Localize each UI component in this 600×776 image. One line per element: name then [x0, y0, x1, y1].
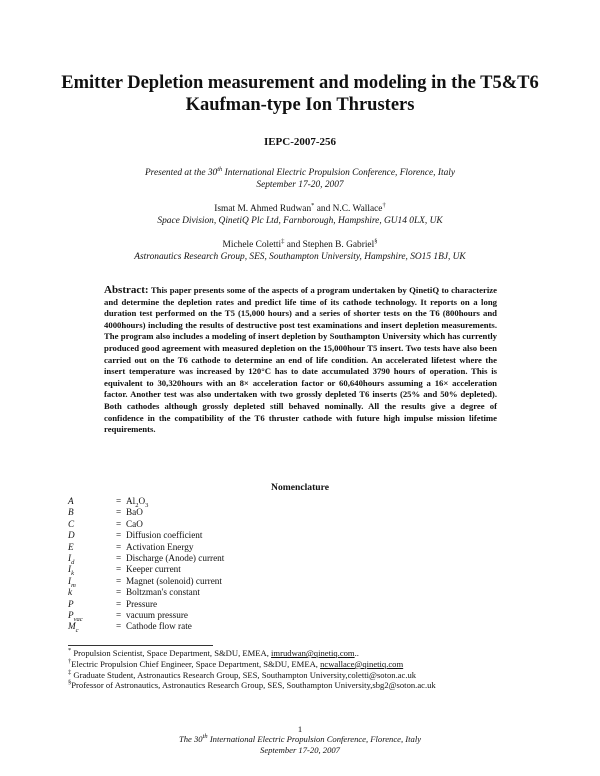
author-block-2: [40, 239, 560, 263]
nomenclature-symbol: A: [68, 496, 74, 506]
nomenclature-definition: Magnet (solenoid) current: [126, 575, 222, 586]
paper-code: IEPC-2007-256: [263, 136, 337, 148]
nomenclature-equals: =: [116, 598, 122, 609]
page-number: 1: [297, 724, 303, 734]
nomenclature-equals: =: [116, 552, 122, 563]
nomenclature-equals: =: [116, 518, 122, 529]
nomenclature-definition: Keeper current: [126, 564, 181, 575]
nomenclature-equals: =: [116, 541, 122, 552]
author-names-1: Ismat M. Ahmed Rudwan* and N.C. Wallace†: [214, 201, 386, 214]
nomenclature-equals: =: [116, 564, 122, 575]
nomenclature-equals: =: [116, 530, 122, 541]
nomenclature-symbol: $P_{vac}$: [68, 609, 83, 623]
title-line-1: Emitter Depletion measurement and modeling in the T5&T6: [61, 73, 539, 93]
footnotes: [68, 648, 436, 691]
nomenclature-row: [68, 496, 468, 507]
nomenclature-symbol: E: [68, 541, 74, 552]
nomenclature-definition: Discharge (Anode) current: [126, 552, 225, 563]
footnote: †Electric Propulsion Chief Engineer, Space Department, S&DU, EMEA, ncwallace@qinetiq.com: [68, 657, 404, 669]
nomenclature-row: [68, 587, 468, 598]
nomenclature-equals: =: [116, 507, 122, 518]
nomenclature-definition: Activation Energy: [126, 541, 194, 552]
nomenclature-equals: =: [116, 575, 122, 586]
nomenclature-definition: $Al_2O_3$: [126, 496, 149, 509]
footnote-rule: [68, 645, 213, 646]
nomenclature-row: [68, 530, 468, 541]
nomenclature-symbol: $I_d$: [68, 552, 75, 566]
footnote: ‡ Graduate Student, Astronautics Research Group, SES, Southampton University,coletti@soton.ac.uk: [68, 668, 417, 680]
nomenclature-definition: Pressure: [126, 598, 158, 609]
nomenclature-equals: =: [116, 496, 122, 506]
title-line-2: Kaufman-type Ion Thrusters: [185, 95, 415, 115]
footer-date: September 17-20, 2007: [260, 744, 340, 755]
nomenclature-list: [68, 496, 468, 633]
nomenclature-symbol: P: [68, 598, 74, 609]
email-link[interactable]: imrudwan@qinetiq.com: [271, 648, 355, 658]
abstract: [104, 285, 497, 436]
affiliation-1: Space Division, QinetiQ Plc Ltd, Farnborough, Hampshire, GU14 0LX, UK: [157, 216, 443, 226]
nomenclature-definition: Diffusion coefficient: [126, 530, 203, 541]
paper-title: [40, 72, 560, 116]
author-names-2: Michele Coletti‡ and Stephen B. Gabriel§: [222, 237, 378, 250]
nomenclature-definition: vacuum pressure: [126, 609, 188, 620]
nomenclature-row: [68, 553, 468, 564]
nomenclature-equals: =: [116, 609, 122, 620]
nomenclature-equals: =: [116, 621, 122, 632]
nomenclature-row: [68, 519, 468, 530]
presented-at: Presented at the 30th International Electric Propulsion Conference, Florence, Italy September 17-20, 2007: [40, 167, 560, 191]
nomenclature-equals: =: [116, 587, 122, 598]
page-footer: The 30th International Electric Propulsion Conference, Florence, Italy September 17-20, 2007: [0, 734, 600, 756]
nomenclature-symbol: $I_m$: [68, 575, 76, 589]
footnote: §Professor of Astronautics, Astronautics Research Group, SES, Southampton University,sbg2@soton.ac.uk: [68, 679, 436, 691]
nomenclature-row: [68, 542, 468, 553]
nomenclature-symbol: B: [68, 507, 74, 518]
nomenclature-definition: Cathode flow rate: [126, 621, 192, 632]
nomenclature-symbol: C: [68, 518, 75, 529]
nomenclature-row: [68, 564, 468, 578]
nomenclature-symbol: $M_c$: [68, 621, 79, 635]
nomenclature-heading: Nomenclature: [271, 482, 329, 493]
affiliation-2: Astronautics Research Group, SES, Southampton University, Hampshire, SO15 1BJ, UK: [134, 252, 466, 262]
footnote: * Propulsion Scientist, Space Department, S&DU, EMEA, imrudwan@qinetiq.com..: [68, 647, 359, 658]
nomenclature-definition: BaO: [126, 507, 143, 518]
nomenclature-row: [68, 507, 468, 518]
nomenclature-row: [68, 599, 468, 610]
nomenclature-symbol: D: [68, 530, 75, 541]
email-link[interactable]: ncwallace@qinetiq.com: [320, 658, 404, 669]
nomenclature-definition: Boltzman's constant: [126, 587, 200, 598]
nomenclature-row: [68, 610, 468, 621]
presented-date: September 17-20, 2007: [256, 180, 344, 190]
nomenclature-row: [68, 621, 468, 635]
nomenclature-row: [68, 576, 468, 587]
nomenclature-symbol: $I_k$: [68, 564, 74, 578]
abstract-text: This paper presents some of the aspects of a program undertaken by QinetiQ to characterize and determine the depletion rates and predict life time of its cathode technology. It reports on a long duration test performed on the T5 (15,000 hours) and a series of shorter tests on the T6 (800hours and 4000hours) including the results of destructive post test examinations and insert depletion measurements. The program also includes a modeling of insert depletion by Southampton University which has currently produced good agreement with measured depletion on the 15,000hour T5 insert. Two tests have also been carried out on the T6 cathode to determine an end of life condition. An accelerated lifetest where the insert temperature was increased by 120°C has to date accumulated 3790 hours of operation. This is equivalent to 30,320hours with an 8× acceleration factor or 60,640hours assuming a 16× acceleration factor. Another test was also undertaken with two grossly depleted T6 inserts (25% and 50% depleted). Both cathodes although grossly depleted still behaved nominally. All the results give a degree of confidence in the compatibility of the T6 thruster cathode with future high impulse mission lifetime requirements.: [104, 285, 497, 435]
abstract-lead: Abstract:: [104, 284, 149, 296]
nomenclature-symbol: k: [68, 587, 73, 598]
nomenclature-definition: CaO: [126, 518, 143, 529]
author-block-1: [40, 203, 560, 227]
